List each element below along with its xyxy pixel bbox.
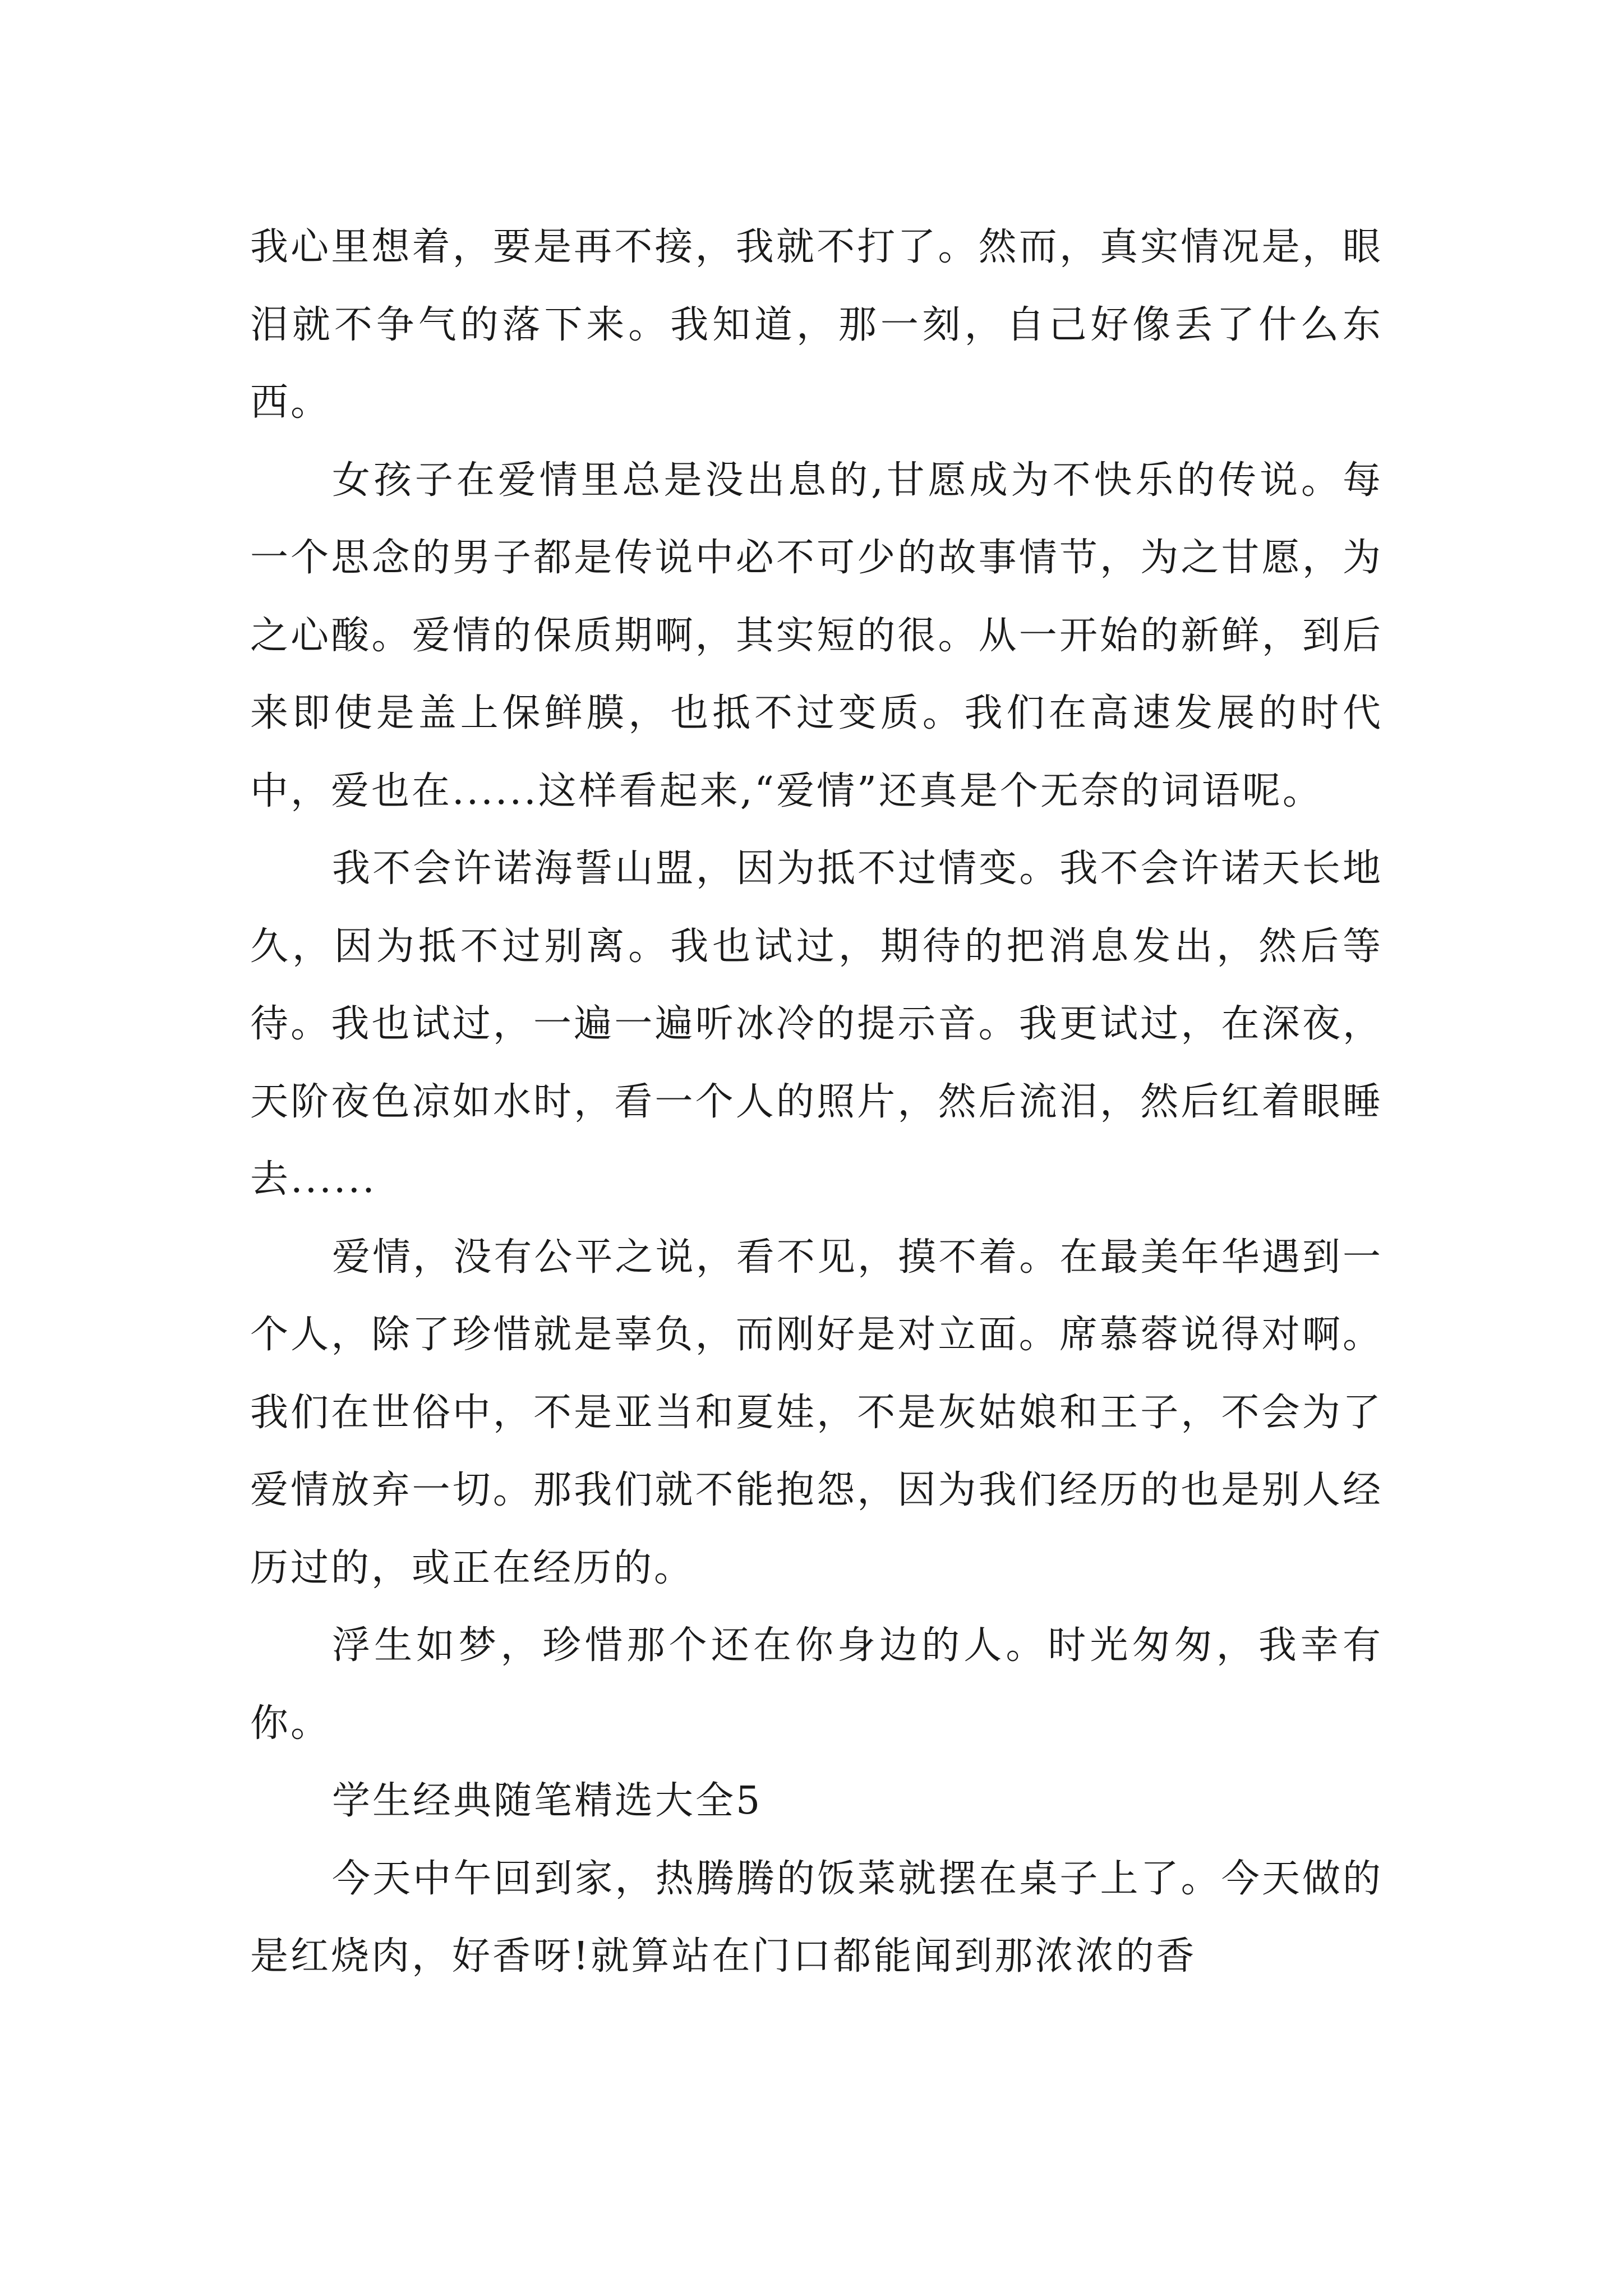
paragraph-3: 我不会许诺海誓山盟，因为抵不过情变。我不会许诺天长地久，因为抵不过别离。我也试过，期待的把消息发出，然后等待。我也试过，一遍一遍听冰冷的提示音。我更试过，在深夜，天阶夜色凉如水时，看一个人的照片，然后流泪，然后红着眼睡去...... [250,846,1383,1202]
paragraph-5: 浮生如梦，珍惜那个还在你身边的人。时光匆匆，我幸有你。 [250,1623,1383,1746]
body-text [250,209,1383,1996]
section-heading: 学生经典随笔精选大全5 [332,1779,763,1823]
paragraph-4: 爱情，没有公平之说，看不见，摸不着。在最美年华遇到一个人，除了珍惜就是辜负，而刚好是对立面。席慕蓉说得对啊。我们在世俗中，不是亚当和夏娃，不是灰姑娘和王子，不会为了爱情放弃一切。那我们就不能抱怨，因为我们经历的也是别人经历过的，或正在经历的。 [250,1235,1383,1590]
paragraph-1: 我心里想着，要是再不接，我就不打了。然而，真实情况是，眼泪就不争气的落下来。我知道，那一刻，自己好像丢了什么东西。 [250,225,1383,425]
paragraph-6: 今天中午回到家，热腾腾的饭菜就摆在桌子上了。今天做的是红烧肉，好香呀!就算站在门口都能闻到那浓浓的香 [250,1856,1383,1978]
paragraph-2: 女孩子在爱情里总是没出息的,甘愿成为不快乐的传说。每一个思念的男子都是传说中必不可少的故事情节，为之甘愿，为之心酸。爱情的保质期啊，其实短的很。从一开始的新鲜，到后来即使是盖上保鲜膜，也抵不过变质。我们在高速发展的时代中，爱也在......这样看起来,“爱情”还真是个无奈的词语呢。 [250,458,1383,813]
